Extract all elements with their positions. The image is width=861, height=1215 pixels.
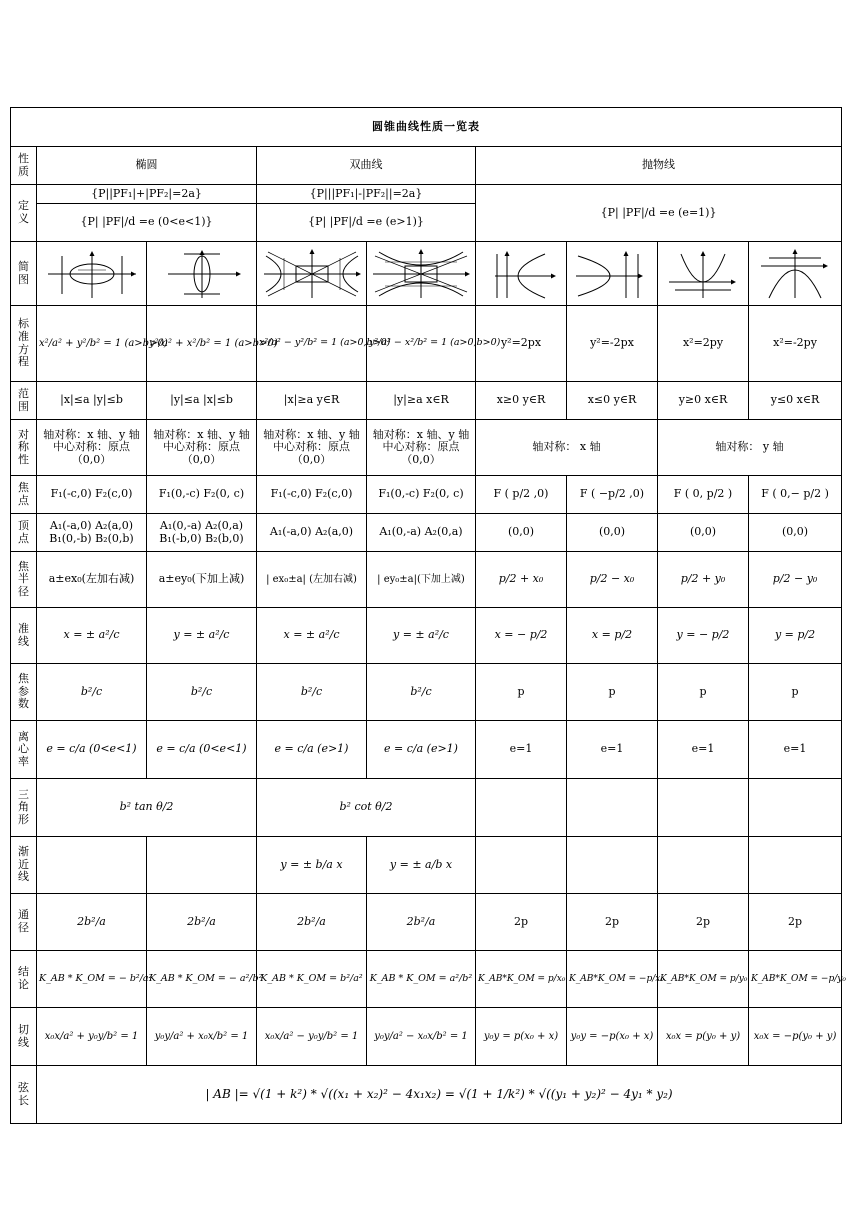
- triangle-empty-1: [476, 779, 567, 837]
- tangent-hyperbola-x: x₀x/a² − y₀y/b² = 1: [257, 1008, 367, 1066]
- vertex-parabola-down: (0,0): [749, 514, 842, 552]
- focus-hyperbola-y: F₁(0,-c) F₂(0, c): [367, 476, 476, 514]
- eccentricity-ellipse-y: e = c/a (0<e<1): [147, 721, 257, 779]
- vertex-parabola-right: (0,0): [476, 514, 567, 552]
- focal-radius-hyperbola-x: | ex₀±a| (左加右减): [257, 552, 367, 608]
- eccentricity-hyperbola-x: e = c/a (e>1): [257, 721, 367, 779]
- equation-ellipse-x: x²/a² + y²/b² = 1 (a>b>0): [37, 306, 147, 382]
- focus-parabola-right: F ( p/2 ,0): [476, 476, 567, 514]
- symmetry-hyperbola-y: 轴对称：x 轴、y 轴 中心对称：原点（0,0）: [367, 420, 476, 476]
- definition-parabola: {P| |PF|/d =e (e=1)}: [476, 185, 842, 242]
- focal-parameter-parabola-up: p: [658, 664, 749, 721]
- asymptote-empty-ellipse-y: [147, 837, 257, 894]
- equation-parabola-left: y²=-2px: [567, 306, 658, 382]
- focal-radius-hyperbola-y: | ey₀±a|(下加上减): [367, 552, 476, 608]
- row-label-focal-parameter: 焦 参 数: [11, 664, 37, 721]
- vertex-hyperbola-y: A₁(0,-a) A₂(0,a): [367, 514, 476, 552]
- eccentricity-parabola-left: e=1: [567, 721, 658, 779]
- asymptote-empty-4: [749, 837, 842, 894]
- range-hyperbola-x: |x|≥a y∈R: [257, 382, 367, 420]
- row-label-standard-equation: 标 准 方 程: [11, 306, 37, 382]
- header-hyperbola: 双曲线: [257, 147, 476, 185]
- vertex-parabola-left: (0,0): [567, 514, 658, 552]
- triangle-empty-3: [658, 779, 749, 837]
- definition-ellipse-sum: {P||PF₁|+|PF₂|=2a}: [37, 185, 257, 204]
- row-label-latus-rectum: 通 径: [11, 894, 37, 951]
- range-parabola-up: y≥0 x∈R: [658, 382, 749, 420]
- figure-ellipse-y: [147, 242, 257, 306]
- focus-ellipse-y: F₁(0,-c) F₂(0, c): [147, 476, 257, 514]
- conclusion-parabola-right: K_AB*K_OM = p/x₀: [476, 951, 567, 1008]
- focal-parameter-ellipse-x: b²/c: [37, 664, 147, 721]
- focal-radius-parabola-down: p/2 − y₀: [749, 552, 842, 608]
- symmetry-parabola-y: 轴对称： y 轴: [658, 420, 842, 476]
- row-label-focal-radius: 焦 半 径: [11, 552, 37, 608]
- range-hyperbola-y: |y|≥a x∈R: [367, 382, 476, 420]
- figure-ellipse-x: [37, 242, 147, 306]
- conclusion-parabola-down: K_AB*K_OM = −p/y₀: [749, 951, 842, 1008]
- focal-radius-ellipse-y: a±ey₀(下加上减): [147, 552, 257, 608]
- directrix-parabola-right: x = − p/2: [476, 608, 567, 664]
- row-label-focus: 焦 点: [11, 476, 37, 514]
- chord-length-formula: | AB |= √(1 + k²) * √((x₁ + x₂)² − 4x₁x₂) = √(1 + 1/k²) * √((y₁ + y₂)² − 4y₁ * y₂): [37, 1066, 842, 1124]
- vertex-hyperbola-x: A₁(-a,0) A₂(a,0): [257, 514, 367, 552]
- header-parabola: 抛物线: [476, 147, 842, 185]
- latus-rectum-parabola-right: 2p: [476, 894, 567, 951]
- symmetry-ellipse-x: 轴对称：x 轴、y 轴 中心对称：原点（0,0）: [37, 420, 147, 476]
- tangent-parabola-right: y₀y = p(x₀ + x): [476, 1008, 567, 1066]
- row-label-symmetry: 对 称 性: [11, 420, 37, 476]
- focal-parameter-hyperbola-x: b²/c: [257, 664, 367, 721]
- asymptote-hyperbola-y: y = ± a/b x: [367, 837, 476, 894]
- tangent-ellipse-x: x₀x/a² + y₀y/b² = 1: [37, 1008, 147, 1066]
- focus-parabola-left: F ( −p/2 ,0): [567, 476, 658, 514]
- row-label-figure: 简 图: [11, 242, 37, 306]
- definition-hyperbola-diff: {P|||PF₁|-|PF₂||=2a}: [257, 185, 476, 204]
- eccentricity-hyperbola-y: e = c/a (e>1): [367, 721, 476, 779]
- header-ellipse: 椭圆: [37, 147, 257, 185]
- range-ellipse-x: |x|≤a |y|≤b: [37, 382, 147, 420]
- directrix-parabola-down: y = p/2: [749, 608, 842, 664]
- latus-rectum-hyperbola-y: 2b²/a: [367, 894, 476, 951]
- figure-parabola-left: [567, 242, 658, 306]
- equation-parabola-down: x²=-2py: [749, 306, 842, 382]
- conclusion-parabola-left: K_AB*K_OM = −p/x₀: [567, 951, 658, 1008]
- vertex-parabola-up: (0,0): [658, 514, 749, 552]
- eccentricity-parabola-down: e=1: [749, 721, 842, 779]
- range-parabola-left: x≤0 y∈R: [567, 382, 658, 420]
- symmetry-ellipse-y: 轴对称：x 轴、y 轴 中心对称：原点（0,0）: [147, 420, 257, 476]
- conclusion-hyperbola-y: K_AB * K_OM = a²/b²: [367, 951, 476, 1008]
- row-label-directrix: 准 线: [11, 608, 37, 664]
- directrix-parabola-left: x = p/2: [567, 608, 658, 664]
- latus-rectum-parabola-down: 2p: [749, 894, 842, 951]
- row-label-range: 范 围: [11, 382, 37, 420]
- asymptote-empty-ellipse-x: [37, 837, 147, 894]
- row-label-eccentricity: 离 心 率: [11, 721, 37, 779]
- page-title: 圆锥曲线性质一览表: [11, 108, 842, 147]
- equation-parabola-up: x²=2py: [658, 306, 749, 382]
- focal-radius-ellipse-x: a±ex₀(左加右减): [37, 552, 147, 608]
- asymptote-empty-1: [476, 837, 567, 894]
- figure-parabola-right: [476, 242, 567, 306]
- conclusion-parabola-up: K_AB*K_OM = p/y₀: [658, 951, 749, 1008]
- range-parabola-right: x≥0 y∈R: [476, 382, 567, 420]
- vertex-ellipse-x: A₁(-a,0) A₂(a,0) B₁(0,-b) B₂(0,b): [37, 514, 147, 552]
- directrix-hyperbola-x: x = ± a²/c: [257, 608, 367, 664]
- row-label-chord-length: 弦 长: [11, 1066, 37, 1124]
- figure-hyperbola-y: [367, 242, 476, 306]
- focal-radius-parabola-left: p/2 − x₀: [567, 552, 658, 608]
- row-label-vertex: 顶 点: [11, 514, 37, 552]
- symmetry-hyperbola-x: 轴对称：x 轴、y 轴 中心对称：原点（0,0）: [257, 420, 367, 476]
- tangent-parabola-down: x₀x = −p(y₀ + y): [749, 1008, 842, 1066]
- triangle-empty-4: [749, 779, 842, 837]
- definition-hyperbola-ratio: {P| |PF|/d =e (e>1)}: [257, 204, 476, 242]
- focal-radius-parabola-up: p/2 + y₀: [658, 552, 749, 608]
- tangent-parabola-left: y₀y = −p(x₀ + x): [567, 1008, 658, 1066]
- latus-rectum-parabola-up: 2p: [658, 894, 749, 951]
- latus-rectum-ellipse-y: 2b²/a: [147, 894, 257, 951]
- equation-ellipse-y: y²/a² + x²/b² = 1 (a>b>0): [147, 306, 257, 382]
- directrix-hyperbola-y: y = ± a²/c: [367, 608, 476, 664]
- focal-parameter-ellipse-y: b²/c: [147, 664, 257, 721]
- definition-ellipse-ratio: {P| |PF|/d =e (0<e<1)}: [37, 204, 257, 242]
- range-ellipse-y: |y|≤a |x|≤b: [147, 382, 257, 420]
- asymptote-hyperbola-x: y = ± b/a x: [257, 837, 367, 894]
- range-parabola-down: y≤0 x∈R: [749, 382, 842, 420]
- tangent-ellipse-y: y₀y/a² + x₀x/b² = 1: [147, 1008, 257, 1066]
- focus-hyperbola-x: F₁(-c,0) F₂(c,0): [257, 476, 367, 514]
- vertex-ellipse-y: A₁(0,-a) A₂(0,a) B₁(-b,0) B₂(b,0): [147, 514, 257, 552]
- row-label-conclusion: 结 论: [11, 951, 37, 1008]
- row-label-triangle: 三 角 形: [11, 779, 37, 837]
- eccentricity-parabola-right: e=1: [476, 721, 567, 779]
- eccentricity-parabola-up: e=1: [658, 721, 749, 779]
- eccentricity-ellipse-x: e = c/a (0<e<1): [37, 721, 147, 779]
- figure-parabola-down: [749, 242, 842, 306]
- focus-parabola-up: F ( 0, p/2 ): [658, 476, 749, 514]
- conclusion-ellipse-x: K_AB * K_OM = − b²/a²: [37, 951, 147, 1008]
- equation-hyperbola-y: y²/a² − x²/b² = 1 (a>0,b>0): [367, 306, 476, 382]
- tangent-parabola-up: x₀x = p(y₀ + y): [658, 1008, 749, 1066]
- row-label-asymptote: 渐 近 线: [11, 837, 37, 894]
- focal-parameter-parabola-right: p: [476, 664, 567, 721]
- focal-parameter-hyperbola-y: b²/c: [367, 664, 476, 721]
- triangle-area-ellipse: b² tan θ/2: [37, 779, 257, 837]
- equation-parabola-right: y²=2px: [476, 306, 567, 382]
- latus-rectum-ellipse-x: 2b²/a: [37, 894, 147, 951]
- directrix-ellipse-x: x = ± a²/c: [37, 608, 147, 664]
- latus-rectum-hyperbola-x: 2b²/a: [257, 894, 367, 951]
- triangle-area-hyperbola: b² cot θ/2: [257, 779, 476, 837]
- conic-properties-table: [10, 107, 846, 1124]
- figure-parabola-up: [658, 242, 749, 306]
- directrix-parabola-up: y = − p/2: [658, 608, 749, 664]
- conclusion-hyperbola-x: K_AB * K_OM = b²/a²: [257, 951, 367, 1008]
- focal-parameter-parabola-down: p: [749, 664, 842, 721]
- asymptote-empty-3: [658, 837, 749, 894]
- focal-parameter-parabola-left: p: [567, 664, 658, 721]
- focus-ellipse-x: F₁(-c,0) F₂(c,0): [37, 476, 147, 514]
- triangle-empty-2: [567, 779, 658, 837]
- row-label-property: 性 质: [11, 147, 37, 185]
- asymptote-empty-2: [567, 837, 658, 894]
- conclusion-ellipse-y: K_AB * K_OM = − a²/b²: [147, 951, 257, 1008]
- directrix-ellipse-y: y = ± a²/c: [147, 608, 257, 664]
- focal-radius-parabola-right: p/2 + x₀: [476, 552, 567, 608]
- row-label-tangent: 切 线: [11, 1008, 37, 1066]
- row-label-definition: 定 义: [11, 185, 37, 242]
- symmetry-parabola-x: 轴对称： x 轴: [476, 420, 658, 476]
- tangent-hyperbola-y: y₀y/a² − x₀x/b² = 1: [367, 1008, 476, 1066]
- focus-parabola-down: F ( 0,− p/2 ): [749, 476, 842, 514]
- latus-rectum-parabola-left: 2p: [567, 894, 658, 951]
- equation-hyperbola-x: x²/a² − y²/b² = 1 (a>0,b>0): [257, 306, 367, 382]
- figure-hyperbola-x: [257, 242, 367, 306]
